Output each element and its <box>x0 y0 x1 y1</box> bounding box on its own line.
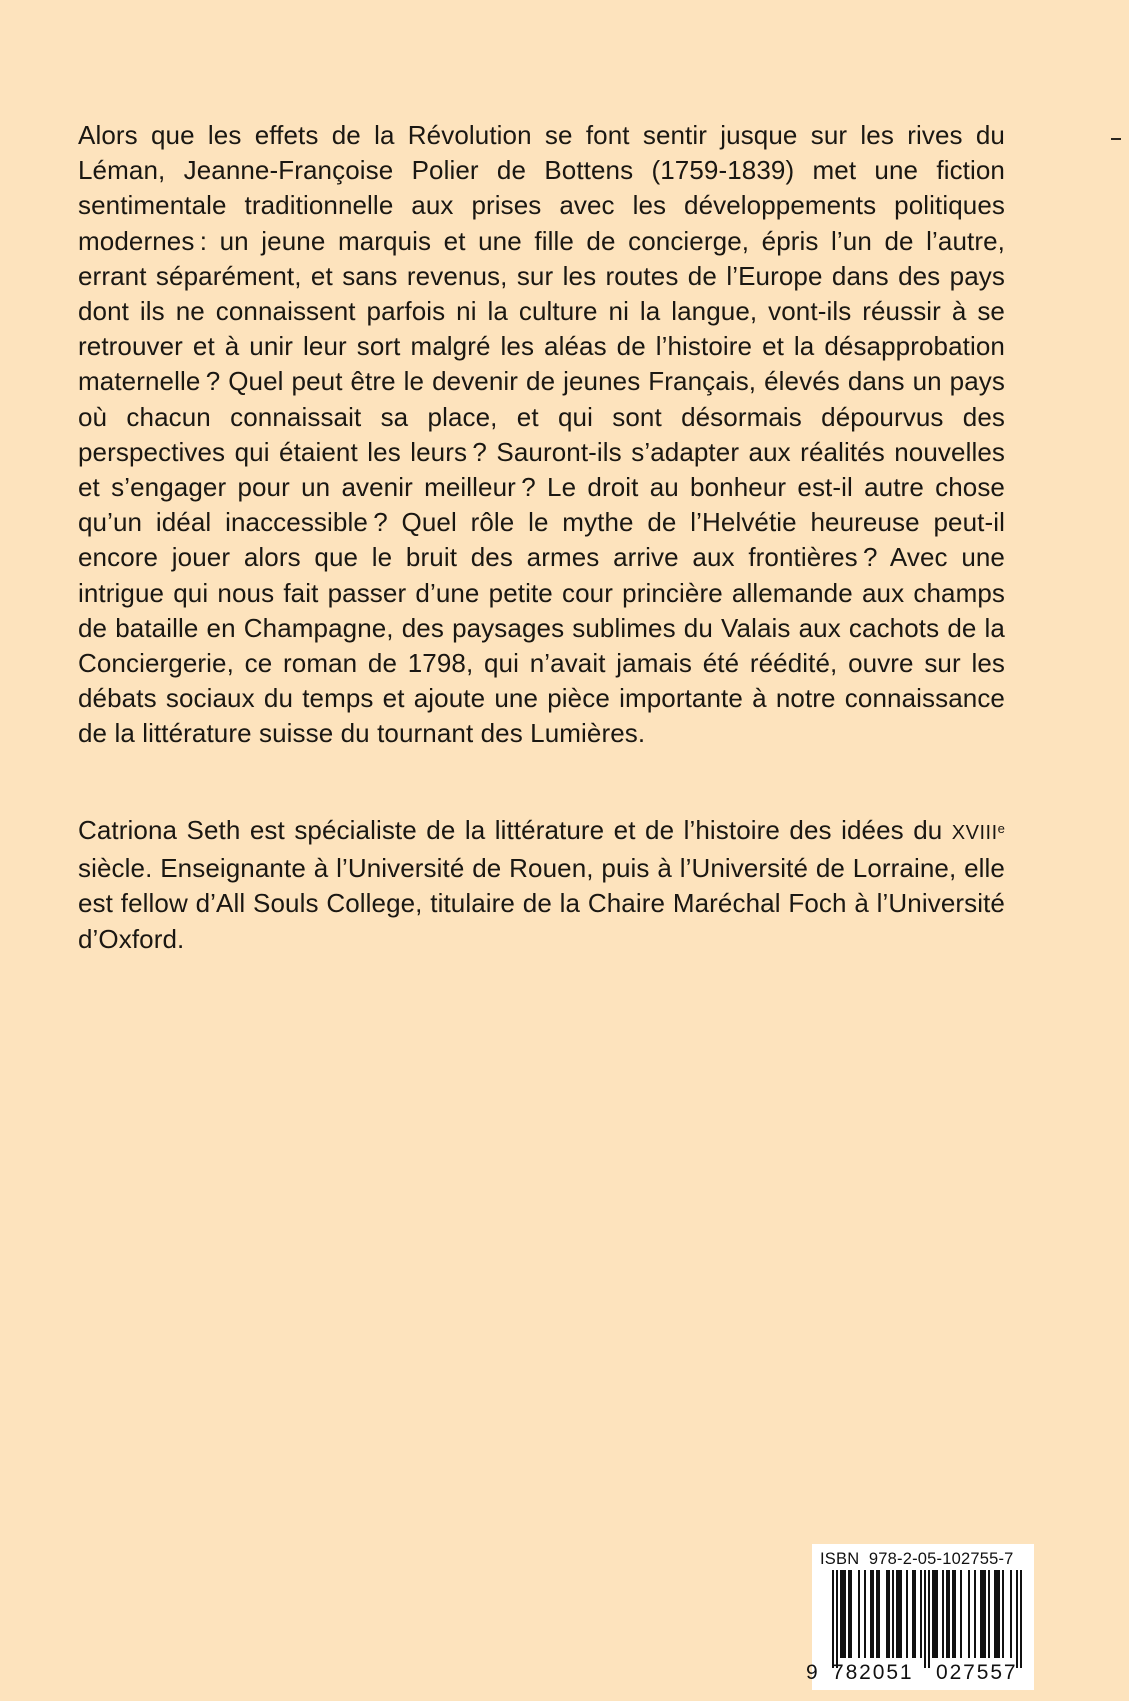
barcode-guard-bar <box>1016 1570 1018 1668</box>
century-superscript: e <box>997 821 1005 836</box>
barcode-bar <box>1010 1570 1012 1658</box>
barcode-bar <box>900 1570 902 1658</box>
barcode-bar <box>886 1570 888 1658</box>
barcode-guard-bar <box>1020 1570 1022 1668</box>
author-bio-paragraph <box>78 813 1005 957</box>
book-summary-paragraph: Alors que les effets de la Révolution se font sentir jusque sur les rives du Léman, Jeanne-Françoise Polier de Bottens (1759-1839) met une fiction sentimentale traditionnelle aux prises avec les développements politiques modernes : un jeune marquis et une fille de concierge, épris l’un de l’autre, errant séparément, et sans revenus, sur les routes de l’Europe dans des pays dont ils ne connaissent parfois ni la culture ni la langue, vont-ils réussir à se retrouver et à unir leur sort malgré les aléas de l’histoire et la désapprobation maternelle ? Quel peut être le devenir de jeunes Français, élevés dans un pays où chacun connaissait sa place, et qui sont désormais dépourvus des perspectives qui étaient les leurs ? Sauront-ils s’adapter aux réalités nouvelles et s’engager pour un avenir meilleur ? Le droit au bonheur est-il autre chose qu’un idéal inaccessible ? Quel rôle le mythe de l’Helvétie heureuse peut-il encore jouer alors que le bruit des armes arrive aux frontières ? Avec une intrigue qui nous fait passer d’une petite cour princière allemande aux champs de bataille en Champagne, des paysages sublimes du Valais aux cachots de la Conciergerie, ce roman de 1798, qui n’avait jamais été réédité, ouvre sur les débats sociaux du temps et ajoute une pièce importante à notre connaissance de la littérature suisse du tournant des Lumières. <box>78 120 1005 749</box>
barcode-bar <box>914 1570 916 1658</box>
barcode-bar <box>888 1570 890 1658</box>
barcode-bar <box>982 1570 984 1658</box>
barcode-bar <box>898 1570 900 1658</box>
barcode-digits-left: 782051 <box>832 1661 914 1684</box>
barcode-bar <box>848 1570 850 1658</box>
isbn-number: 978-2-05-102755-7 <box>868 1550 1014 1568</box>
barcode-bar <box>954 1570 956 1658</box>
barcode-bar <box>906 1570 908 1658</box>
isbn-barcode <box>812 1570 1034 1670</box>
barcode-bar <box>994 1570 996 1658</box>
century-numeral: XVIII <box>951 822 998 844</box>
barcode-bar <box>876 1570 878 1658</box>
barcode-bar <box>946 1570 948 1658</box>
barcode-bar <box>850 1570 852 1658</box>
barcode-bar <box>980 1570 982 1658</box>
barcode-bar <box>896 1570 898 1658</box>
barcode-bar <box>936 1570 938 1658</box>
barcode-bar <box>988 1570 990 1658</box>
barcode-bar <box>870 1570 872 1658</box>
isbn-prefix: ISBN <box>820 1550 860 1568</box>
barcode-bar <box>872 1570 874 1658</box>
barcode-guard-bar <box>832 1570 834 1668</box>
barcode-bar <box>998 1570 1000 1658</box>
barcode-bar <box>948 1570 950 1658</box>
isbn-label <box>820 1548 1030 1570</box>
barcode-digit-first: 9 <box>806 1661 818 1684</box>
barcode-bar <box>912 1570 914 1658</box>
barcode-bar <box>878 1570 880 1658</box>
barcode-guard-bar <box>928 1570 930 1668</box>
barcode-bar <box>1002 1570 1004 1658</box>
edge-trim-mark <box>1111 138 1121 140</box>
barcode-bar <box>968 1570 970 1658</box>
barcode-bar <box>942 1570 944 1658</box>
barcode-bar <box>960 1570 962 1658</box>
barcode-bar <box>858 1570 860 1658</box>
barcode-bar <box>996 1570 998 1658</box>
author-bio-text-end: siècle. Enseignante à l’Université de Rouen, puis à l’Université de Lorraine, elle est fellow d’All Souls College, titulaire de la Chaire Maréchal Foch à l’Université d’Oxford. <box>78 853 1005 954</box>
barcode-bar <box>974 1570 976 1658</box>
barcode-bar <box>892 1570 894 1658</box>
barcode-bar <box>934 1570 936 1658</box>
barcode-bar <box>984 1570 986 1658</box>
barcode-bar <box>920 1570 922 1658</box>
barcode-bar <box>842 1570 844 1658</box>
barcode-guard-bar <box>836 1570 838 1668</box>
barcode-bar <box>844 1570 846 1658</box>
barcode-bar <box>952 1570 954 1658</box>
author-bio-text-start: Catriona Seth est spécialiste de la littérature et de l’histoire des idées du <box>78 815 943 845</box>
barcode-guard-bar <box>924 1570 926 1668</box>
barcode-bar <box>864 1570 866 1658</box>
barcode-digits-right: 027557 <box>936 1661 1018 1684</box>
barcode-bar <box>840 1570 842 1658</box>
barcode-bar <box>932 1570 934 1658</box>
